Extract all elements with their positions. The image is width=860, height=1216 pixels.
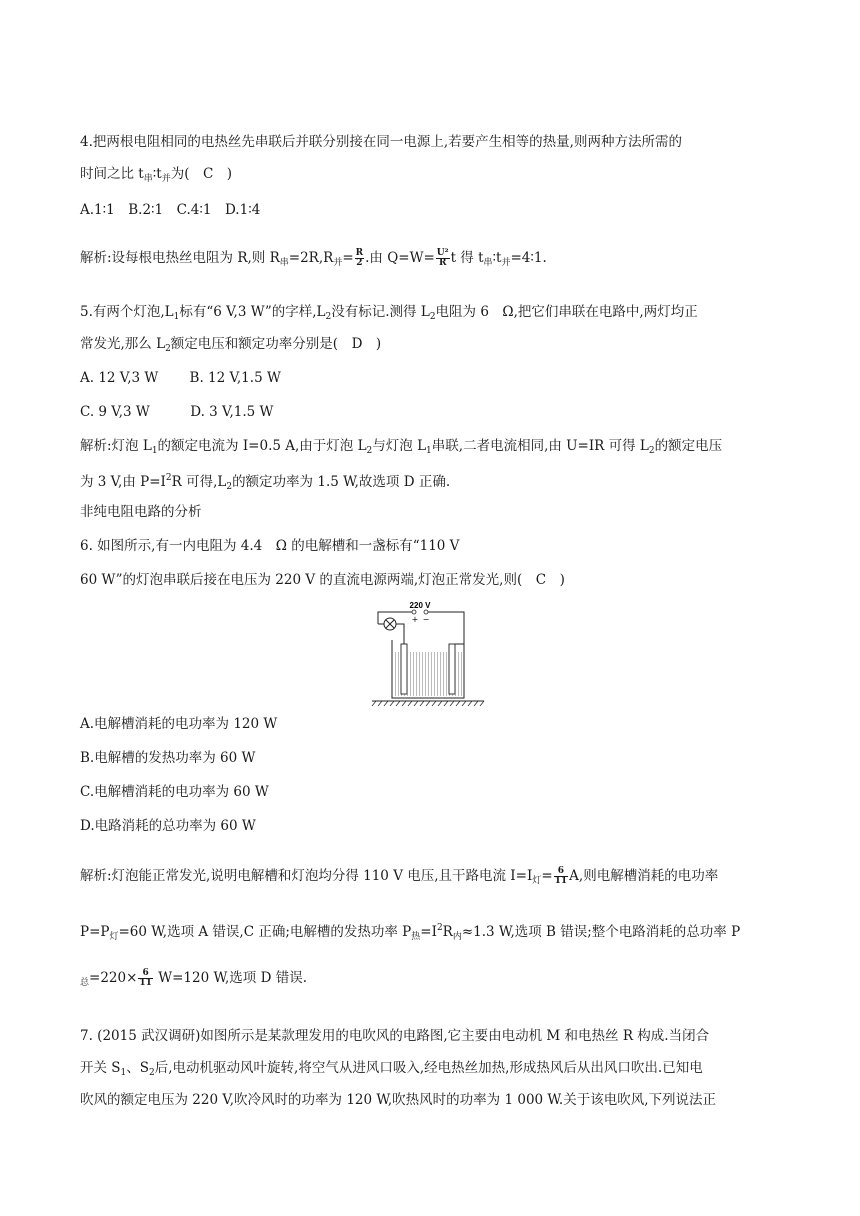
fraction-u2-over-r: $\frac{\text{U²}}{R}$	[436, 248, 449, 268]
q6-option-a: A.电解槽消耗的电功率为 120 W	[80, 716, 278, 732]
q7-stem-line-1: 7. (2015 武汉调研)如图所示是某款理发用的电吹风的电路图,它主要由电动机 M 和电热丝 R 构成.当闭合	[80, 1028, 710, 1044]
q4-stem-line-1: 4.把两根电阻相同的电热丝先串联后并联分别接在同一电源上,若要产生相等的热量,则两种方法所需的	[80, 134, 682, 150]
q6-analysis-line-1: 解析:灯泡能正常发光,说明电解槽和灯泡均分得 110 V 电压,且干路电流 $I=I_灯=$ $\frac{6}{11}$ A,则电解槽消耗的电功率	[80, 866, 719, 886]
q4-stem-line-2: 时间之比 $t_串∶t_并$为( C )	[80, 166, 233, 184]
fraction-r-over-2: $\frac{R}{2}$	[355, 248, 364, 268]
lamp-icon	[384, 618, 396, 630]
q6-option-c: C.电解槽消耗的电功率为 60 W	[80, 784, 269, 800]
electrolysis-circuit-figure	[368, 600, 488, 708]
fraction-6-over-11: $\frac{6}{11}$	[554, 866, 568, 886]
q6-option-d: D.电路消耗的总功率为 60 W	[80, 818, 256, 834]
q6-analysis-line-2: $P=P_灯=60$ W,选项 A 错误,C 正确;电解槽的发热功率 $P_热=I^2R_内\approx 1.3$ W,选项 B 错误;整个电路消耗的总功率 P	[80, 923, 741, 942]
section-title: 非纯电阻电路的分析	[80, 504, 202, 520]
electrolytic-cell	[392, 640, 464, 698]
q4-analysis: 解析:设每根电热丝电阻为 R,则 $R_串=2R,R_并=$ $\frac{R}{2}$ .由 Q=W= $\frac{\text{U²}}{R}$ t 得 $t_串∶t_并=4∶1$.	[80, 248, 547, 268]
q6-option-b: B.电解槽的发热功率为 60 W	[80, 750, 256, 766]
q7-stem-line-2: 开关 $S_1$、$S_2$后,电动机驱动风叶旋转,将空气从进风口吸入,经电热丝加热,形成热风后从出风口吹出.已知电	[80, 1060, 703, 1078]
q4-options: A.1∶1 B.2∶1 C.4∶1 D.1∶4	[80, 202, 261, 218]
figure-minus-label: −	[422, 615, 430, 624]
electrode-right	[449, 644, 455, 694]
q5-options-cd: C. 9 V,3 W D. 3 V,1.5 W	[80, 404, 274, 420]
q5-analysis-line-2: 为 3 V,由 $P=I^2R$ 可得$,L_2$的额定功率为 1.5 W,故选项 D 正确.	[80, 473, 451, 492]
q6-stem-line-1: 6. 如图所示,有一内电阻为 4.4 Ω 的电解槽和一盏标有“110 V	[80, 538, 460, 554]
q6-analysis-line-3: $_总$=220× $\frac{6}{11}$ W=120 W,选项 D 错误.	[80, 968, 307, 988]
q5-options-ab: A. 12 V,3 W B. 12 V,1.5 W	[80, 370, 281, 386]
q5-stem-line-1: 5.有两个灯泡$,L_1$标有“6 V,3 W”的字样$,L_2$没有标记.测得 $L_2$电阻为 6 Ω,把它们串联在电路中,两灯均正	[80, 304, 698, 322]
q5-analysis-line-1: 解析:灯泡 $L_1$的额定电流为 I=0.5 A,由于灯泡 $L_2$与灯泡 $L_1$串联,二者电流相同,由 U=IR 可得 $L_2$的额定电压	[80, 438, 723, 456]
figure-voltage-label: 220 V	[409, 601, 431, 610]
electrode-left	[401, 644, 407, 694]
q5-stem-line-2: 常发光,那么 $L_2$额定电压和额定功率分别是( D )	[80, 336, 382, 354]
fraction-6-over-11-total: $\frac{6}{11}$	[139, 968, 152, 988]
q7-stem-line-3: 吹风的额定电压为 220 V,吹冷风时的功率为 120 W,吹热风时的功率为 1 000 W.关于该电吹风,下列说法正	[80, 1092, 717, 1108]
q6-stem-line-2: 60 W”的灯泡串联后接在电压为 220 V 的直流电源两端,灯泡正常发光,则( C )	[80, 572, 565, 588]
ground-hatching	[372, 701, 484, 706]
figure-plus-label: +	[411, 615, 419, 624]
